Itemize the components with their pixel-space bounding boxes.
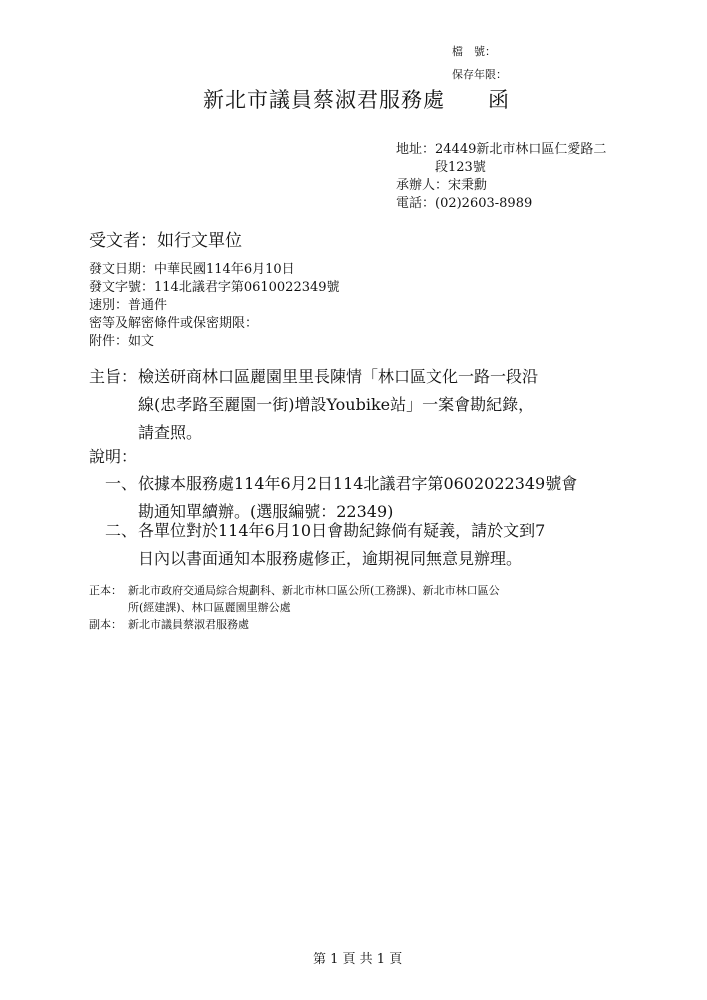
item-line-1: 依據本服務處114年6月2日114北議君字第0602022349號會 — [138, 474, 578, 493]
agency-title: 新北市議員蔡淑君服務處 — [203, 88, 445, 112]
item-line-2: 勘通知單續辦。(選服編號：22349) — [138, 502, 394, 521]
explanation-label: 說明： — [89, 447, 138, 466]
contact-block — [396, 141, 606, 213]
retention-period-label: 保存年限： — [452, 68, 507, 81]
distribution-copy — [89, 616, 249, 633]
address-line-1: 地址：24449新北市林口區仁愛路二 — [396, 142, 607, 157]
distribution-main — [89, 582, 500, 616]
subject-line-3: 請查照。 — [138, 423, 203, 442]
file-number-label: 檔 號： — [452, 45, 496, 58]
explanation-item — [105, 517, 545, 573]
delivery-speed: 速別：普通件 — [89, 298, 168, 313]
main-recipients-line-2: 所(經建課)、林口區麗園里辦公處 — [128, 601, 291, 614]
subject-label: 主旨： — [89, 367, 138, 386]
subject-section — [89, 363, 538, 447]
recipient: 受文者：如行文單位 — [89, 231, 242, 251]
main-recipient-label: 正本： — [89, 584, 122, 597]
secrecy-level: 密等及解密條件或保密期限： — [89, 316, 259, 331]
copy-recipient: 新北市議員蔡淑君服務處 — [128, 618, 249, 631]
phone: 電話：(02)2603-8989 — [396, 196, 533, 211]
subject-line-2: 線(忠孝路至麗園一街)增設Youbike站」一案會勘紀錄， — [138, 395, 535, 414]
address-line-2: 段123號 — [435, 160, 486, 175]
document-type: 函 — [488, 88, 510, 112]
subject-line-1: 檢送研商林口區麗園里里長陳情「林口區文化一路一段沿 — [138, 367, 539, 386]
copy-recipient-label: 副本： — [89, 618, 122, 631]
handler: 承辦人：宋秉勳 — [396, 178, 488, 193]
main-recipients-line-1: 新北市政府交通局綜合規劃科、新北市林口區公所(工務課)、新北市林口區公 — [128, 584, 500, 597]
document-meta — [89, 261, 340, 351]
issue-date: 發文日期：中華民國114年6月10日 — [89, 262, 295, 277]
item-number: 一、 — [105, 474, 138, 493]
item-number: 二、 — [105, 521, 138, 540]
attachment: 附件：如文 — [89, 334, 155, 349]
item-line-1: 各單位對於114年6月10日會勘紀錄倘有疑義，請於文到7 — [138, 521, 546, 540]
page-number: 第 1 頁 共 1 頁 — [313, 952, 403, 967]
document-number: 發文字號：114北議君字第0610022349號 — [89, 280, 340, 295]
item-line-2: 日內以書面通知本服務處修正，逾期視同無意見辦理。 — [138, 549, 523, 568]
